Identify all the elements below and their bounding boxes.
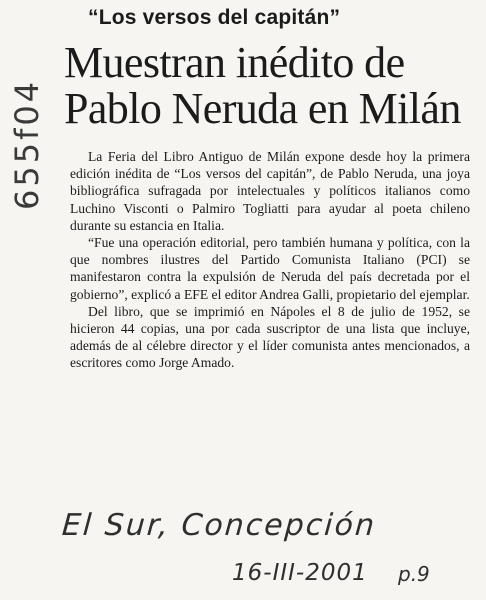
handwritten-catalog-number: 655f04 xyxy=(8,78,46,210)
headline-line-2: Pablo Neruda en Milán xyxy=(64,84,461,133)
handwritten-source: El Sur, Concepción xyxy=(60,508,378,543)
article-paragraph-2: “Fue una operación editorial, pero también humana y política, con la que nombres ilustres del Partido Comunista Italiano (PCI) se manifestaron contra la expulsión de Neruda del país decretada por el gobierno”, explicó a EFE el editor Andrea Galli, propietario del ejemplar. xyxy=(70,235,470,302)
headline-line-1: Muestran inédito de xyxy=(64,38,405,87)
article-headline xyxy=(64,40,461,132)
handwritten-page: p.9 xyxy=(398,562,430,586)
article-kicker: “Los versos del capitán” xyxy=(88,6,341,29)
article-body xyxy=(70,148,470,372)
article-paragraph-3: Del libro, que se imprimió en Nápoles el 8 de julio de 1952, se hicieron 44 copias, una por cada suscriptor de una lista que incluye, además de al célebre director y el líder comunista antes mencionados, a escritores como Jorge Amado. xyxy=(70,303,470,371)
article-paragraph-1: La Feria del Libro Antiguo de Milán expone desde hoy la primera edición inédita de “Los versos del capitán”, de Pablo Neruda, una joya bibliográfica sufragada por intelectuales y políticos italianos como Luchino Visconti o Palmiro Togliatti para ayudar al poeta chileno durante su estancia en Italia. xyxy=(70,149,470,233)
handwritten-date: 16-III-2001 xyxy=(232,560,368,586)
